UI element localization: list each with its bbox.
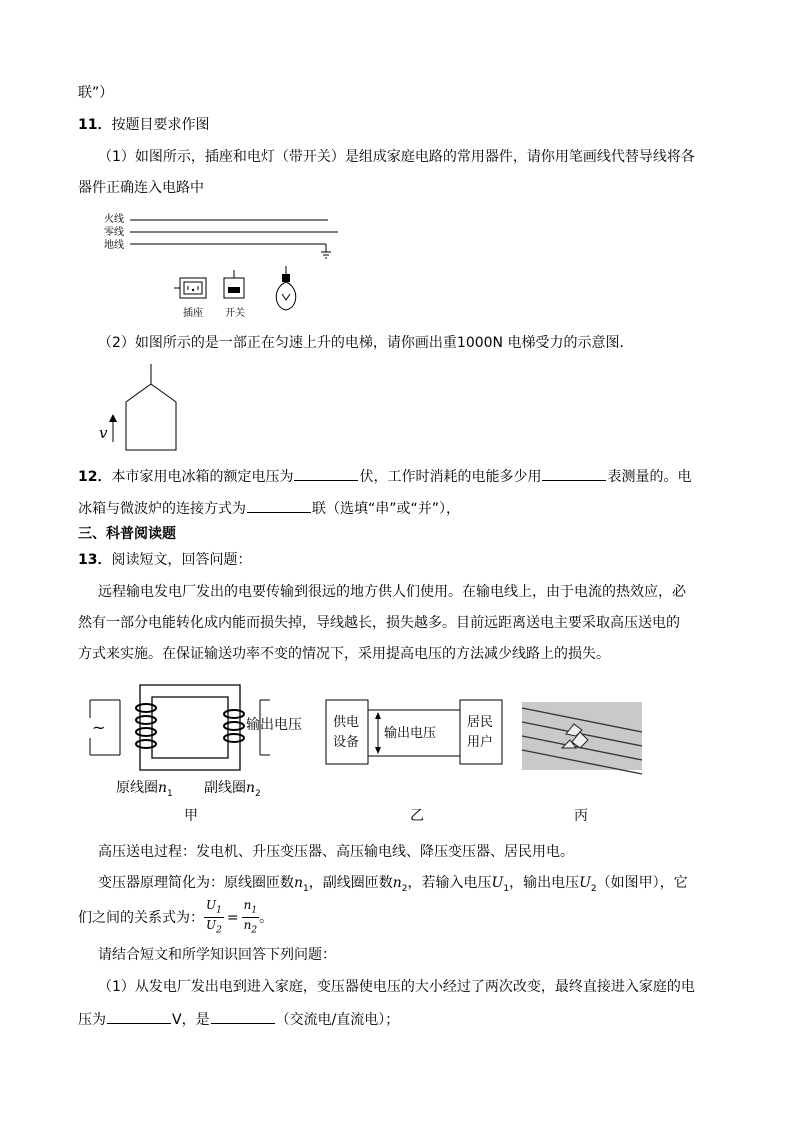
n1-subscript: 1 — [303, 883, 309, 894]
elevator-figure — [96, 364, 186, 454]
voltage-arrow-icon — [375, 712, 381, 754]
relation-end: 。 — [259, 909, 274, 926]
secondary-coil-label: 副线圈$n_2$ — [204, 780, 261, 799]
live-wire-label: 火线 — [104, 214, 124, 225]
connection-blank[interactable] — [247, 498, 311, 513]
q13-para2: 然有一部分电能转化成内能而损失掉，导线越长，损失越多。目前远距离送电主要采取高压送电的 — [78, 615, 680, 631]
ground-symbol-icon — [321, 244, 331, 258]
q13-ask: 请结合短文和所学知识回答下列问题： — [98, 947, 336, 963]
q11-heading — [78, 115, 209, 135]
primary-coil-label: 原线圈$n_1$ — [116, 780, 173, 799]
ground-wire-label: 地线 — [104, 240, 124, 251]
principle-text-c: ，若输入电压 — [407, 875, 492, 891]
q12-number: 12． — [78, 469, 112, 485]
q12-line2 — [78, 498, 460, 519]
supply-box — [326, 700, 368, 764]
user-label-2: 用户 — [467, 735, 494, 750]
q11-part1: （1）如图所示，插座和电灯（带开关）是组成家庭电路的常用器件，请你用笔画线代替导线将各 — [98, 149, 695, 165]
transformer-figure — [90, 680, 320, 830]
output-voltage-label-a: 输出电压 — [246, 717, 302, 733]
ac-symbol: ~ — [92, 718, 106, 737]
switch-label: 开关 — [225, 308, 245, 319]
relation-text: 们之间的关系式为： — [78, 909, 204, 926]
q11-title: 按题目要求作图 — [111, 117, 210, 133]
u2-subscript: 2 — [590, 883, 597, 894]
q11-part2: （2）如图所示的是一部正在匀速上升的电梯，请你画出重1000N 电梯受力的示意图． — [98, 335, 634, 351]
sub1-text-c: V，是 — [172, 1012, 210, 1028]
q13-intro: 阅读短文，回答问题： — [111, 552, 252, 568]
u1-subscript: 1 — [503, 883, 510, 894]
n2-subscript: 2 — [401, 883, 408, 894]
household-circuit-figure — [104, 210, 344, 320]
q13-para1: 远程输电发电厂发出的电要传输到很远的地方供人们使用。在输电线上，由于电流的热效应，必 — [98, 584, 686, 600]
q13-principle — [98, 873, 688, 899]
q12-text-c: 表测量的。电 — [607, 469, 692, 485]
voltage-ratio-fraction: $\frac{U_1}{U_2}$ — [206, 898, 222, 936]
sub1-text-b: 压为 — [78, 1012, 106, 1028]
supply-label-2: 设备 — [333, 735, 360, 750]
q13-number: 13． — [78, 552, 112, 568]
q11-number: 11． — [78, 117, 112, 133]
u2-symbol: U — [579, 875, 591, 891]
principle-text-a: 变压器原理简化为：原线圈匝数 — [98, 875, 294, 891]
switch-icon — [224, 270, 244, 298]
velocity-label: v — [99, 424, 108, 442]
current-type-blank[interactable] — [211, 1009, 275, 1024]
n2-symbol: n — [392, 875, 402, 891]
section3-title: 三、科普阅读题 — [78, 526, 176, 542]
q13-sub1-line2 — [78, 1009, 399, 1030]
power-supply-diagram — [326, 700, 506, 830]
socket-label: 插座 — [183, 308, 203, 319]
q12-line1 — [78, 466, 691, 487]
socket-icon — [174, 278, 206, 298]
turns-ratio-fraction: $\frac{n_1}{n_2}$ — [243, 898, 258, 936]
u1-symbol: U — [491, 875, 504, 891]
q13-sub1-line1: （1）从发电厂发出电到进入家庭，变压器使电压的大小经过了两次改变，最终直接进入家庭的电 — [98, 979, 695, 995]
q13-heading — [78, 550, 251, 570]
sub1-text-d: （交流电/直流电）； — [275, 1012, 400, 1028]
top-fragment: 联”） — [78, 85, 114, 101]
principle-text-b: ，副线圈匝数 — [308, 875, 393, 891]
q13-relation: 们之间的关系式为： $\frac{U_1}{U_2}$ = $\frac{n_1}{n_2}$ 。 — [78, 898, 274, 936]
q12-text-d: 冰箱与微波炉的连接方式为 — [78, 501, 246, 517]
figure-caption-b: 乙 — [410, 808, 424, 824]
q12-text-e: 联（选填“串”或“并”）， — [312, 501, 461, 517]
n1-symbol: n — [294, 875, 304, 891]
q11-part1-cont: 器件正确连入电路中 — [78, 180, 204, 196]
q12-text-b: 伏，工作时消耗的电能多少用 — [359, 469, 542, 485]
figure-caption-a: 甲 — [184, 808, 198, 824]
light-bulb-icon — [276, 266, 296, 310]
principle-text-d: ，输出电压 — [509, 875, 580, 891]
neutral-wire-label: 零线 — [104, 227, 124, 238]
elevator-body — [126, 384, 176, 450]
user-label-1: 居民 — [467, 715, 494, 730]
home-voltage-blank[interactable] — [107, 1009, 171, 1024]
voltage-blank[interactable] — [294, 466, 358, 481]
supply-label-1: 供电 — [333, 715, 360, 730]
meter-blank[interactable] — [542, 466, 606, 481]
power-line-photo — [522, 702, 642, 830]
q13-process: 高压送电过程：发电机、升压变压器、高压输电线、降压变压器、居民用电。 — [98, 844, 574, 860]
velocity-arrow-icon — [109, 414, 117, 442]
q13-para3: 方式来实施。在保证输送功率不变的情况下，采用提高电压的方法减少线路上的损失。 — [78, 646, 610, 662]
q12-text-a: 本市家用电冰箱的额定电压为 — [111, 469, 294, 485]
output-voltage-label-b: 输出电压 — [384, 726, 437, 741]
figure-caption-c: 丙 — [574, 808, 588, 824]
principle-text-e: （如图甲），它 — [596, 875, 688, 891]
user-box — [460, 700, 502, 764]
